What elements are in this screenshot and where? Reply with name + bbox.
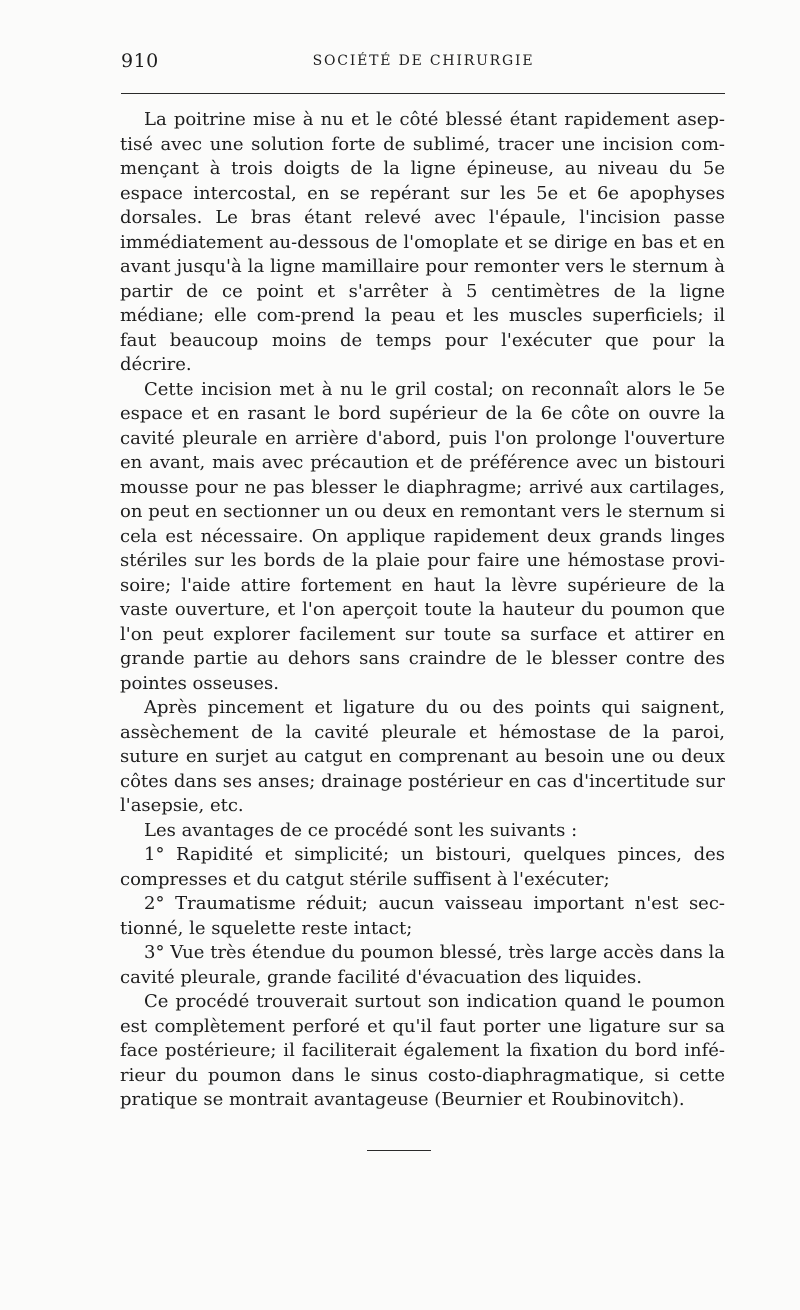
list-item-advantage-3: 3° Vue très étendue du poumon blessé, très large accès dans la cavité pleurale, grande facilité d'évacuation des liquides.: [120, 942, 725, 988]
body-text: [120, 108, 725, 1113]
list-item-advantage-2: 2° Traumatisme réduit; aucun vaisseau important n'est sec-tionné, le squelette reste intact;: [120, 893, 725, 939]
journal-title: SOCIÉTÉ DE CHIRURGIE: [312, 53, 535, 69]
paragraph-closure: Après pincement et ligature du ou des points qui saignent, assèchement de la cavité pleurale et hémostase de la paroi, suture en surjet au catgut en comprenant au besoin une ou deux côtes dans ses anses; drainage postérieur en cas d'incertitude sur l'asepsie, etc.: [120, 697, 725, 816]
paragraph-advantages-intro: Les avantages de ce procédé sont les suivants :: [144, 819, 578, 841]
running-head: [121, 50, 726, 76]
page-number: 910: [121, 50, 159, 72]
paragraph-indication: Ce procédé trouverait surtout son indication quand le poumon est complètement perforé et qu'il faut porter une ligature sur sa face postérieure; il faciliterait également la fixation du bord infé-rieur du poumon dans le sinus costo-diaphragmatique, si cette pratique se montrait avantageuse (Beurnier et Roubinovitch).: [120, 991, 725, 1110]
paragraph-opening: Cette incision met à nu le gril costal; on reconnaît alors le 5e espace et en rasant le bord supérieur de la 6e côte on ouvre la cavité pleurale en arrière d'abord, puis l'on prolonge l'ouverture en avant, mais avec précaution et de préférence avec un bistouri mousse pour ne pas blesser le diaphragme; arrivé aux cartilages, on peut en sectionner un ou deux en remontant vers le sternum si cela est nécessaire. On applique rapidement deux grands linges stériles sur les bords de la plaie pour faire une hémostase provi-soire; l'aide attire fortement en haut la lèvre supérieure de la vaste ouverture, et l'on aperçoit toute la hauteur du poumon que l'on peut explorer facilement sur toute sa surface et attirer en grande partie au dehors sans craindre de le blesser contre des pointes osseuses.: [120, 378, 725, 694]
header-rule: [121, 93, 725, 94]
list-item-advantage-1: 1° Rapidité et simplicité; un bistouri, quelques pinces, des compresses et du catgut stérile suffisent à l'exécuter;: [120, 844, 725, 890]
section-end-rule: [367, 1150, 431, 1151]
paragraph-incision: La poitrine mise à nu et le côté blessé étant rapidement asep-tisé avec une solution forte de sublimé, tracer une incision com-mençant à trois doigts de la ligne épineuse, au niveau du 5e espace intercostal, en se repérant sur les 5e et 6e apophyses dorsales. Le bras étant relevé avec l'épaule, l'incision passe immédiatement au-dessous de l'omoplate et se dirige en bas et en avant jusqu'à la ligne mamillaire pour remonter vers le sternum à partir de ce point et s'arrêter à 5 centimètres de la ligne médiane; elle com-prend la peau et les muscles superficiels; il faut beaucoup moins de temps pour l'exécuter que pour la décrire.: [120, 109, 725, 375]
